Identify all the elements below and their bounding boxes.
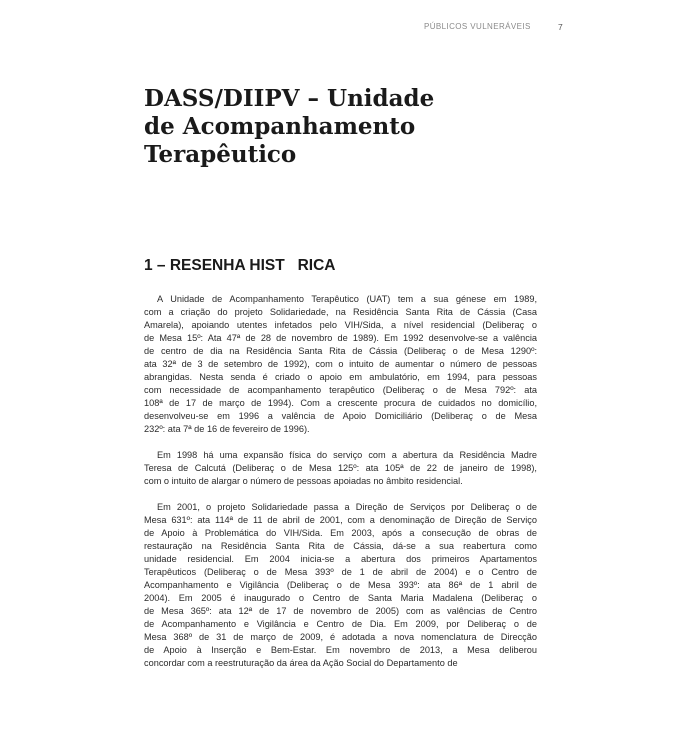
paragraph-line: Teresa de Calcutá (Deliberaç o de Mesa 125º: ata 105ª de 22 de janeiro de 1998), [144,463,537,473]
paragraph-line: 232º: ata 7ª de 16 de fevereiro de 1996). [144,424,310,434]
chapter-title-line: Terapêutico [144,141,297,168]
body-text [144,293,537,683]
paragraph-line: Mesa 631º: ata 114ª de 11 de abril de 2001, com a denominação de Direção de Serviço [144,515,537,525]
paragraph-line: abrangidas. Nesta senda é criado o apoio em ambulatório, em 1994, para pessoas [144,372,537,382]
chapter-title-line: DASS/DIIPV – Unidade [144,85,435,112]
paragraph-line: ata 32ª de 3 de setembro de 1992), com o intuito de aumentar o número de pessoas [144,359,537,369]
paragraph-line: de Acompanhamento e Vigilância e Centro de Dia. Em 2009, por Deliberaç o de [144,619,537,629]
paragraph-line: de Mesa 365º: ata 12ª de 17 de novembro de 2005) com as valências de Centro [144,606,537,616]
paragraph-line: de Apoio à Inserção e Bem-Estar. Em novembro de 2013, a Mesa deliberou [144,645,537,655]
paragraph-line: 2004). Em 2005 é inaugurado o Centro de Santa Maria Madalena (Deliberaç o [144,593,537,603]
paragraph-line: Em 1998 há uma expansão física do serviço com a abertura da Residência Madre [157,450,537,460]
paragraph-line: com o intuito de alargar o número de pessoas apoiadas no âmbito residencial. [144,476,463,486]
paragraph-line: Terapêuticos (Deliberaç o de Mesa 393º de 1 de abril de 2004) e o Centro de [144,567,537,577]
paragraph-line: de Mesa 15º: Ata 47ª de 28 de novembro de 1989). Em 1992 desenvolve-se a valência [144,333,537,343]
body-paragraph [144,501,537,670]
paragraph-line: restauração na Residência Santa Rita de Cássia, dá-se a sua reabertura como [144,541,537,551]
paragraph-line: Acompanhamento e Vigilância (Deliberaç o de Mesa 393º: ata 86ª de 1 abril de [144,580,537,590]
chapter-title [144,85,544,169]
paragraph-line: Mesa 368º de 31 de março de 2009, é adotada a nova nomenclatura de Direcção [144,632,537,642]
page-number: 7 [558,22,564,32]
body-paragraph [144,293,537,436]
paragraph-line: com a criação do projeto Solidariedade, na Residência Santa Rita de Cássia (Casa [144,307,537,317]
paragraph-line: de centro de dia na Residência Santa Rita de Cássia (Deliberaç o de Mesa 1290º: [144,346,537,356]
paragraph-line: de Apoio à Problemática do VIH/Sida. Em 2003, após a consecução de obras de [144,528,537,538]
paragraph-line: 108ª de 17 de março de 1994). Com a crescente procura de cuidados no domicílio, [144,398,537,408]
paragraph-line: desenvolveu-se em 1996 a valência de Apoio Domiciliário (Deliberaç o de Mesa [144,411,537,421]
running-header-section-title: PÚBLICOS VULNERÁVEIS [424,22,531,31]
paragraph-line: unidade residencial. Em 2004 inicia-se a abertura dos primeiros Apartamentos [144,554,537,564]
body-paragraph [144,449,537,488]
chapter-title-line: de Acompanhamento [144,113,416,140]
paragraph-line: com necessidade de acompanhamento terapêutico (Deliberaç o de Mesa 792º: ata [144,385,537,395]
paragraph-line: A Unidade de Acompanhamento Terapêutico (UAT) tem a sua génese em 1989, [157,294,537,304]
paragraph-line: Em 2001, o projeto Solidariedade passa a Direção de Serviços por Deliberaç o de [157,502,537,512]
section-heading: 1 – RESENHA HIST RICA [144,257,336,274]
paragraph-line: Amarela), apoiando utentes infetados pelo VIH/Sida, a nível residencial (Deliberaç o [144,320,537,330]
paragraph-line: concordar com a reestruturação da área da Ação Social do Departamento de [144,658,458,668]
